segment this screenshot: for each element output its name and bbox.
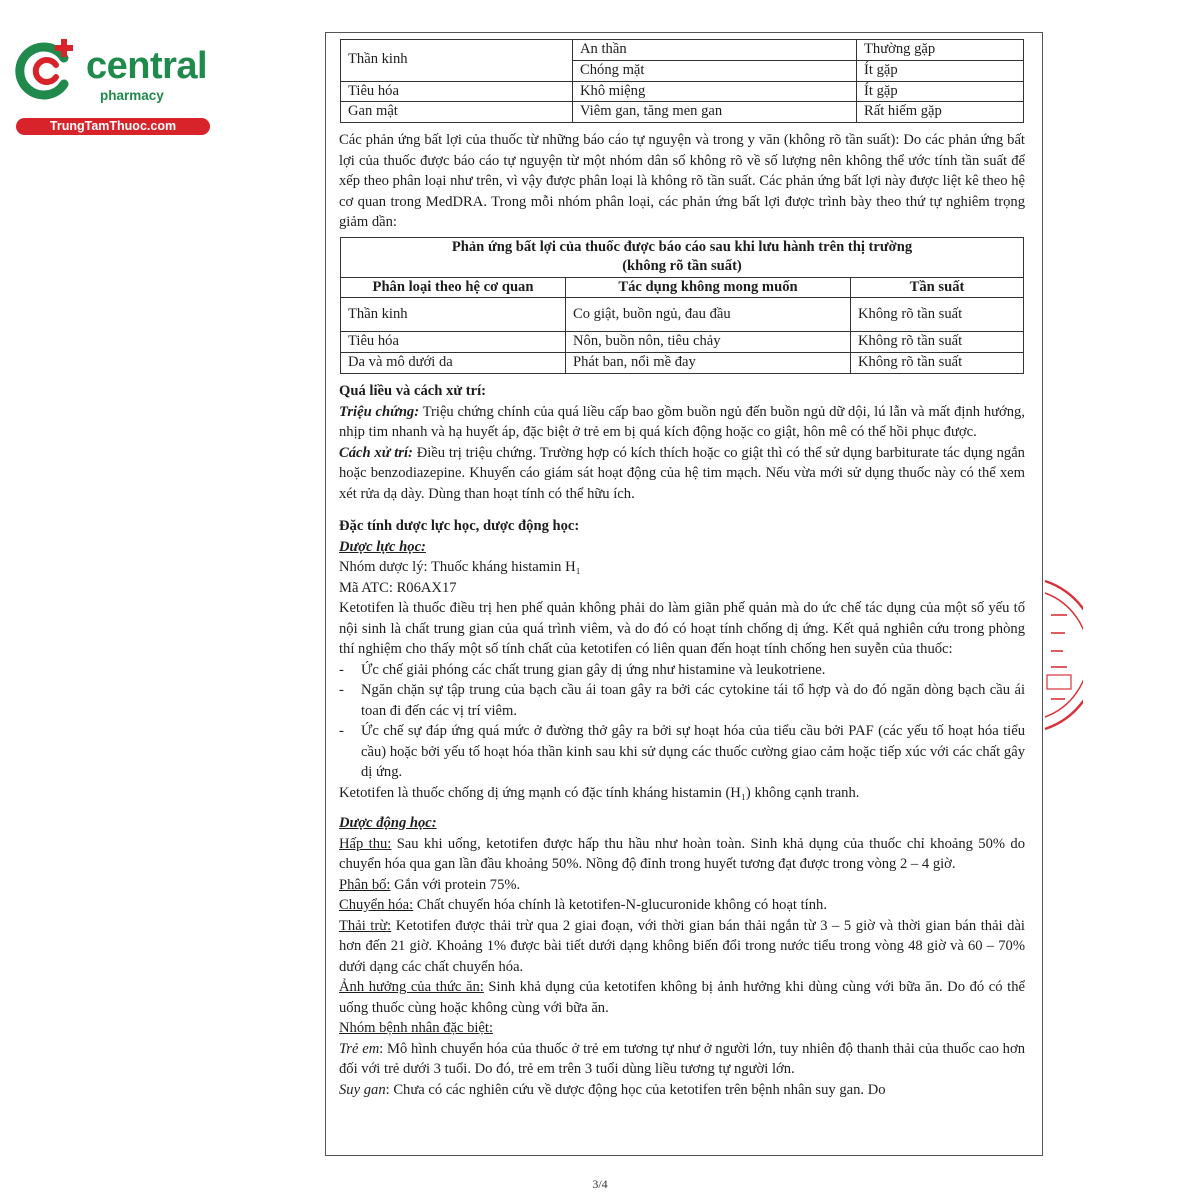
table-cell: Ít gặp	[857, 60, 1024, 81]
atc-code: Mã ATC: R06AX17	[339, 579, 457, 596]
paragraph	[339, 443, 1025, 505]
label-elimination: Thải trừ:	[339, 917, 392, 934]
table-cell: Gan mật	[341, 102, 573, 123]
brand-logo	[12, 38, 212, 138]
post-marketing-table	[340, 237, 1024, 374]
label-liver: Suy gan	[339, 1081, 386, 1098]
table-cell: Nôn, buồn nôn, tiêu chảy	[566, 332, 851, 353]
text-metabolism: Chất chuyển hóa chính là ketotifen-N-glucuronide không có hoạt tính.	[413, 897, 827, 914]
text-elimination: Ketotifen được thải trừ qua 2 giai đoạn, với thời gian bán thải ngắn từ 3 – 5 giờ và thời gian bán thải dài hơn đến 21 giờ. Khoảng 1% được bài tiết dưới dạng không biến đổi trong nước tiểu trong vòng 48 giờ và 60 – 70% dưới dạng các chất chuyển hóa.	[339, 917, 1025, 975]
paragraph: Ketotifen là thuốc điều trị hen phế quản không phải do làm giãn phế quản mà do ức chế tác dụng của một số yếu tố nội sinh là chất trung gian của quá trình viêm, và do đó có hoạt tính chống dị ứng. Kết quả nghiên cứu trong phòng thí nghiệm cho thấy một số tính chất của ketotifen có liên quan đến hoạt tính chống hen suyễn của thuốc:	[339, 600, 1025, 658]
caption-line: (không rõ tần suất)	[622, 258, 742, 275]
label-absorption: Hấp thu:	[339, 835, 392, 852]
paragraph	[339, 1080, 1025, 1101]
table-cell: Da và mô dưới da	[341, 353, 566, 374]
column-header: Phân loại theo hệ cơ quan	[341, 277, 566, 298]
paragraph	[339, 875, 1025, 896]
column-header: Tác dụng không mong muốn	[566, 277, 851, 298]
table-row	[341, 353, 1024, 374]
paragraph: Ketotifen là thuốc chống dị ứng mạnh có đặc tính kháng histamin (H₁) không cạnh tranh.	[339, 784, 860, 801]
table-cell: Không rõ tần suất	[851, 332, 1024, 353]
table-cell: Tiêu hóa	[341, 81, 573, 102]
section-heading: Đặc tính dược lực học, dược động học:	[339, 518, 580, 535]
table-row	[341, 298, 1024, 332]
paragraph	[339, 916, 1025, 978]
label-symptoms: Triệu chứng:	[339, 403, 420, 420]
table-cell: Rất hiếm gặp	[857, 102, 1024, 123]
paragraph	[339, 977, 1025, 1018]
table-header-row	[341, 277, 1024, 298]
table-cell: Không rõ tần suất	[851, 353, 1024, 374]
table-row	[341, 40, 1024, 61]
logo-subtitle: pharmacy	[100, 88, 164, 103]
text-distribution: Gắn với protein 75%.	[390, 876, 521, 893]
page-number: 3/4	[592, 1177, 608, 1191]
subsection-heading: Nhóm bệnh nhân đặc biệt:	[339, 1020, 494, 1037]
paragraph	[339, 402, 1025, 443]
paragraph	[339, 1039, 1025, 1080]
text-absorption: Sau khi uống, ketotifen được hấp thu hầu như hoàn toàn. Sinh khả dụng của thuốc chỉ khoảng 50% do chuyển hóa qua gan lần đầu khoảng 50%. Nồng độ đỉnh trong huyết tương đạt được trong vòng 2 – 4 giờ.	[339, 835, 1025, 873]
table-cell: Ít gặp	[857, 81, 1024, 102]
text-liver: : Chưa có các nghiên cứu về dược động học của ketotifen trên bệnh nhân suy gan. Do	[385, 1081, 886, 1098]
list-item: - Ức chế sự đáp ứng quá mức ở đường thở gây ra bởi sự hoạt hóa của tiểu cầu bởi PAF (các yếu tố hoạt hóa tiểu cầu) hoặc bởi yếu tố hoạt hóa thần kinh sau khi sử dụng các thuốc cường giao cảm hoặc tiếp xúc với các chất gây dị ứng.	[339, 721, 1025, 783]
table-cell: Thần kinh	[341, 298, 566, 332]
pharmacological-group: Nhóm dược lý: Thuốc kháng histamin H₁	[339, 559, 581, 576]
document-page	[325, 32, 1043, 1156]
adverse-effects-table	[340, 39, 1024, 123]
section-heading: Quá liều và cách xử trí:	[339, 383, 486, 400]
logo-wordmark: central	[86, 45, 208, 87]
label-distribution: Phân bố:	[339, 876, 391, 893]
text-treatment: Điều trị triệu chứng. Trường hợp có kích thích hoặc co giật thì có thể sử dụng barbiturate tác dụng ngắn hoặc benzodiazepine. Khuyến cáo giám sát hoạt động của hệ tim mạch. Nếu vừa mới sử dụng thuốc này có thể xem xét rửa dạ dày. Dùng than hoạt tính có thể hữu ích.	[339, 444, 1025, 502]
table-cell: Tiêu hóa	[341, 332, 566, 353]
table-cell: Thường gặp	[857, 40, 1024, 61]
table-cell: Viêm gan, tăng men gan	[573, 102, 857, 123]
subsection-heading: Dược động học:	[339, 815, 437, 832]
table-cell: Chóng mặt	[573, 60, 857, 81]
list-item: - Ức chế giải phóng các chất trung gian gây dị ứng như histamine và leukotriene.	[339, 660, 1025, 681]
table-row	[341, 102, 1024, 123]
table-row	[341, 332, 1024, 353]
subsection-heading: Dược lực học:	[339, 538, 426, 555]
paragraph	[339, 895, 1025, 916]
company-stamp-icon	[1043, 575, 1083, 735]
table-caption-row	[341, 237, 1024, 277]
caption-line: Phản ứng bất lợi của thuốc được báo cáo sau khi lưu hành trên thị trường	[451, 238, 913, 255]
text-food: Sinh khả dụng của ketotifen không bị ảnh hưởng khi dùng cùng với bữa ăn. Do đó có thể uống thuốc cùng hoặc không cùng với bữa ăn.	[339, 979, 1025, 1016]
list-item: - Ngăn chặn sự tập trung của bạch cầu ái toan gây ra bởi các cytokine tái tổ hợp và do đó ngăn dòng bạch cầu ái toan đi đến các vị trí viêm.	[339, 680, 1025, 721]
text-children: : Mô hình chuyển hóa của thuốc ở trẻ em tương tự như ở người lớn, tuy nhiên độ thanh thải của thuốc cao hơn đối với trẻ dưới 3 tuổi. Do đó, trẻ em trên 3 tuổi dùng liều tương tự người lớn.	[339, 1040, 1025, 1078]
column-header: Tần suất	[851, 277, 1024, 298]
logo-site-url[interactable]: TrungTamThuoc.com	[16, 118, 210, 135]
table-cell: Phát ban, nổi mề đay	[566, 353, 851, 374]
table-cell: Co giật, buồn ngủ, đau đầu	[566, 298, 851, 332]
table-cell: Không rõ tần suất	[851, 298, 1024, 332]
label-children: Trẻ em	[339, 1040, 380, 1057]
mechanism-list	[339, 660, 1025, 783]
label-metabolism: Chuyển hóa:	[339, 897, 414, 914]
paragraph: Các phản ứng bất lợi của thuốc từ những báo cáo tự nguyện và trong y văn (không rõ tần suất): Do các phản ứng bất lợi của thuốc được báo cáo tự nguyện từ một nhóm dân số không rõ về số lượng nên không thể ước tính tần suất để xếp theo phân loại như trên, vì vậy được phân loại là không rõ tần suất. Các phản ứng bất lợi này được liệt kê theo hệ cơ quan trong MedDRA. Trong mỗi nhóm phân loại, các phản ứng bất lợi được trình bày theo thứ tự nghiêm trọng giảm dần:	[339, 132, 1025, 231]
table-caption	[341, 237, 1024, 277]
table-row	[341, 81, 1024, 102]
page-content	[339, 33, 1025, 1100]
central-pharmacy-logo-icon	[12, 38, 78, 104]
text-symptoms: Triệu chứng chính của quá liều cấp bao gồm buồn ngủ đến buồn ngủ dữ dội, lú lẫn và mất định hướng, nhịp tim nhanh và hạ huyết áp, đặc biệt ở trẻ em bị quá kích động hoặc co giật, hôn mê có thể hồi phục được.	[339, 403, 1025, 441]
label-food: Ảnh hưởng của thức ăn:	[339, 979, 484, 996]
table-cell: Khô miệng	[573, 81, 857, 102]
paragraph	[339, 834, 1025, 875]
label-treatment: Cách xử trí:	[339, 444, 413, 461]
table-cell: Thần kinh	[341, 40, 573, 82]
table-cell: An thần	[573, 40, 857, 61]
